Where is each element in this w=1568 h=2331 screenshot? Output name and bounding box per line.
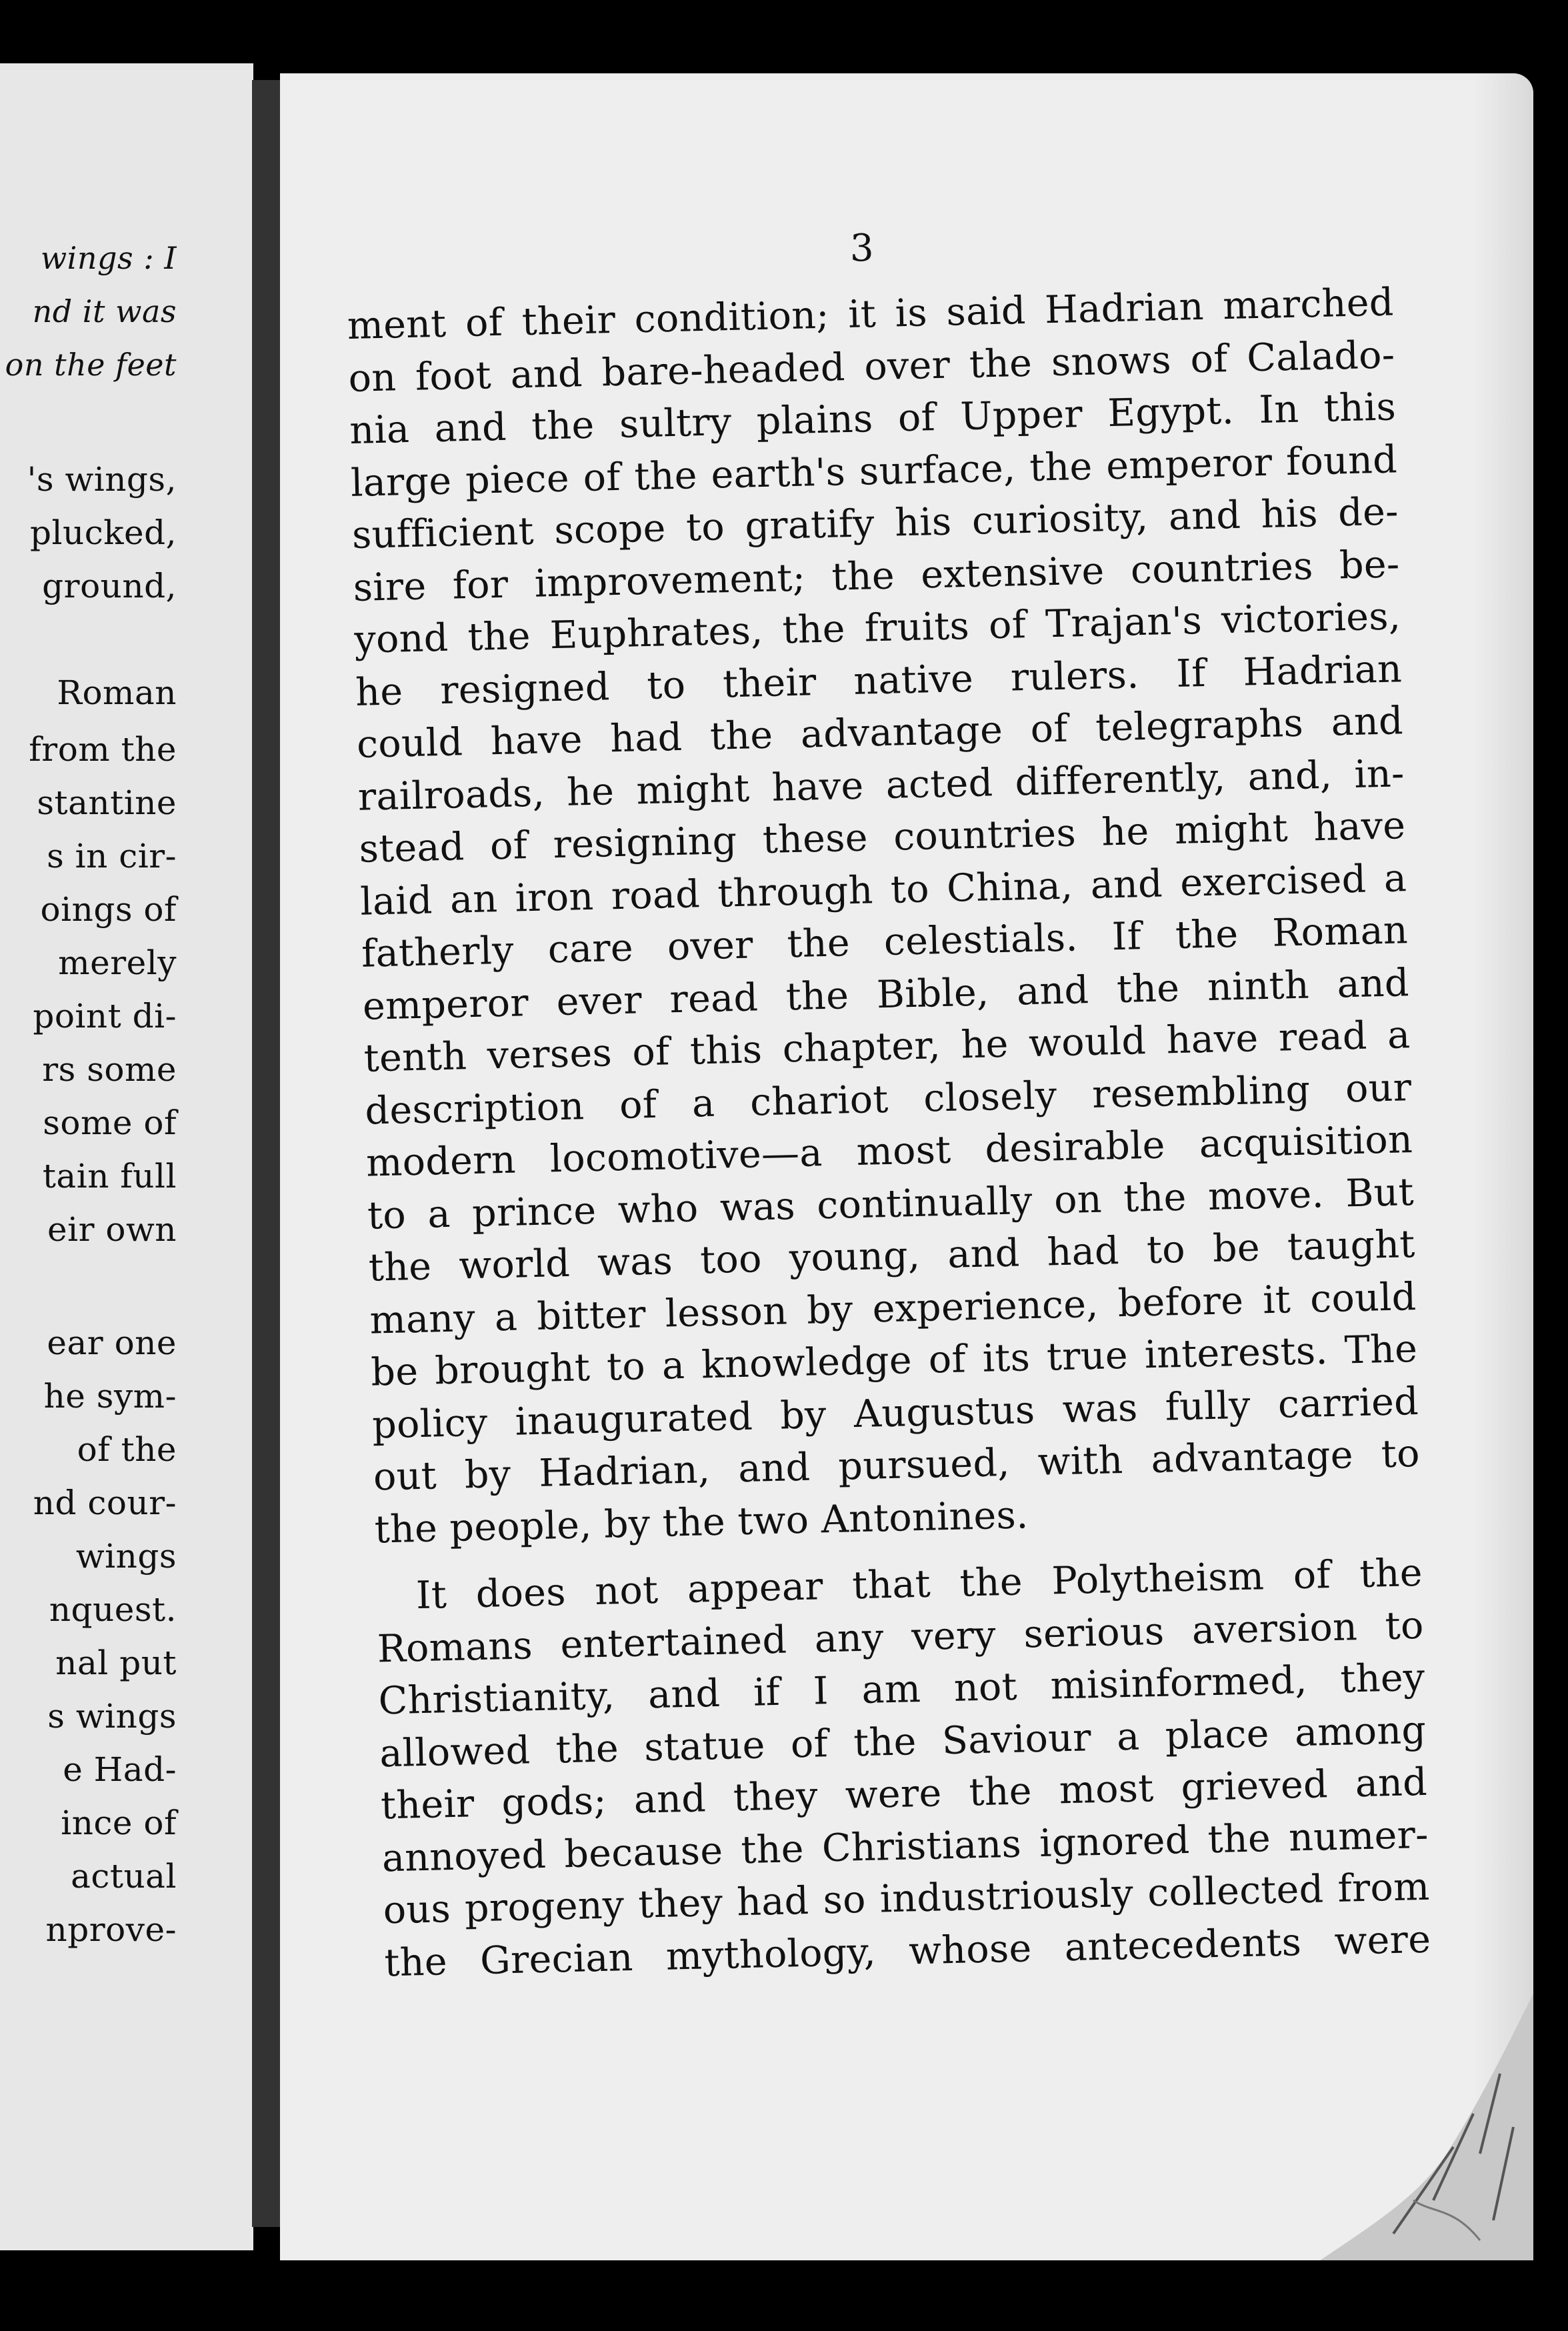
torn-corner bbox=[1280, 1980, 1533, 2260]
left-page-line: rs some bbox=[42, 1050, 177, 1089]
left-page-line: nprove- bbox=[45, 1910, 177, 1949]
left-page-line: wings : I bbox=[40, 240, 177, 276]
text-line: sire for improvement; the extensive countries be- bbox=[353, 541, 1401, 610]
text-line: the Grecian mythology, whose antecedents were bbox=[383, 1917, 1431, 1985]
body-text bbox=[347, 276, 1431, 1989]
text-line: large piece of the earth's surface, the emperor found bbox=[350, 437, 1398, 505]
left-page-line: stantine bbox=[37, 783, 177, 822]
text-line: out by Hadrian, and pursued, with advantage to bbox=[373, 1431, 1421, 1500]
left-page-line: merely bbox=[58, 943, 177, 982]
text-line: modern locomotive—a most desirable acquisition bbox=[365, 1117, 1413, 1186]
right-page bbox=[280, 73, 1533, 2260]
left-page bbox=[0, 63, 253, 2250]
left-page-line: of the bbox=[77, 1430, 177, 1469]
book-gutter bbox=[252, 80, 284, 2227]
text-line: nia and the sultry plains of Upper Egypt. In this bbox=[349, 385, 1397, 453]
text-line: Romans entertained any very serious aversion to bbox=[377, 1603, 1425, 1671]
left-page-line: Roman bbox=[57, 673, 177, 712]
text-line: could have had the advantage of telegraphs and bbox=[356, 699, 1404, 767]
text-line: tenth verses of this chapter, he would have read a bbox=[363, 1013, 1411, 1081]
text-line: fatherly care over the celestials. If the Roman bbox=[361, 908, 1409, 976]
left-page-line: s wings bbox=[47, 1697, 177, 1736]
text-line: railroads, he might have acted differently, and, in- bbox=[357, 751, 1405, 819]
page-number: 3 bbox=[850, 227, 874, 270]
left-page-line: oings of bbox=[40, 890, 177, 929]
left-page-line: actual bbox=[71, 1857, 177, 1896]
left-page-line: e Had- bbox=[63, 1750, 177, 1789]
left-page-line: from the bbox=[29, 730, 177, 769]
text-line: policy inaugurated by Augustus was fully carried bbox=[371, 1379, 1419, 1448]
text-line: he resigned to their native rulers. If Hadrian bbox=[355, 646, 1403, 715]
left-page-line: point di- bbox=[33, 997, 177, 1035]
text-line: stead of resigning these countries he might have bbox=[358, 803, 1407, 871]
text-line: annoyed because the Christians ignored the numer- bbox=[381, 1812, 1429, 1880]
left-page-line: nd it was bbox=[32, 293, 177, 329]
text-line: the world was too young, and had to be taught bbox=[368, 1222, 1416, 1290]
left-page-line: eir own bbox=[47, 1210, 177, 1249]
left-page-line: 's wings, bbox=[27, 460, 177, 499]
text-line: on foot and bare-headed over the snows of Calado- bbox=[347, 332, 1396, 401]
left-page-line: ince of bbox=[61, 1804, 177, 1842]
text-line: ment of their condition; it is said Hadrian marched bbox=[347, 280, 1395, 348]
text-line: yond the Euphrates, the fruits of Trajan's victories, bbox=[353, 594, 1401, 662]
text-line: many a bitter lesson by experience, before it could bbox=[369, 1274, 1417, 1343]
text-line: emperor ever read the Bible, and the ninth and bbox=[362, 960, 1410, 1029]
left-page-line: s in cir- bbox=[47, 837, 177, 875]
text-line: their gods; and they were the most grieved and bbox=[380, 1760, 1428, 1828]
text-line: the people, by the two Antonines. bbox=[374, 1492, 1029, 1552]
text-line: ous progeny they had so industriously collected from bbox=[383, 1864, 1431, 1933]
text-line: laid an iron road through to China, and exercised a bbox=[359, 855, 1407, 924]
left-page-line: ground, bbox=[42, 567, 177, 605]
left-page-line: on the feet bbox=[5, 347, 177, 383]
left-page-line: plucked, bbox=[30, 513, 177, 552]
page-edge-shadow bbox=[1473, 73, 1533, 2260]
left-page-line: nd cour- bbox=[33, 1484, 177, 1522]
text-line: to a prince who was continually on the move. But bbox=[367, 1170, 1415, 1238]
left-page-line: wings bbox=[75, 1537, 177, 1576]
left-page-line: ear one bbox=[47, 1324, 177, 1362]
left-page-line: some of bbox=[43, 1103, 177, 1142]
text-line: allowed the statue of the Saviour a place among bbox=[379, 1708, 1427, 1776]
left-page-line: nal put bbox=[55, 1644, 177, 1682]
text-line: be brought to a knowledge of its true interests. The bbox=[370, 1326, 1418, 1395]
left-page-line: he sym- bbox=[43, 1377, 177, 1416]
left-page-line: tain full bbox=[42, 1157, 177, 1196]
left-page-line: nquest. bbox=[49, 1590, 177, 1629]
text-line: Christianity, and if I am not misinformed, they bbox=[377, 1655, 1426, 1724]
text-line: It does not appear that the Polytheism of the bbox=[415, 1550, 1423, 1618]
text-line: sufficient scope to gratify his curiosity, and his de- bbox=[351, 489, 1399, 557]
text-line: description of a chariot closely resembling our bbox=[364, 1065, 1412, 1133]
